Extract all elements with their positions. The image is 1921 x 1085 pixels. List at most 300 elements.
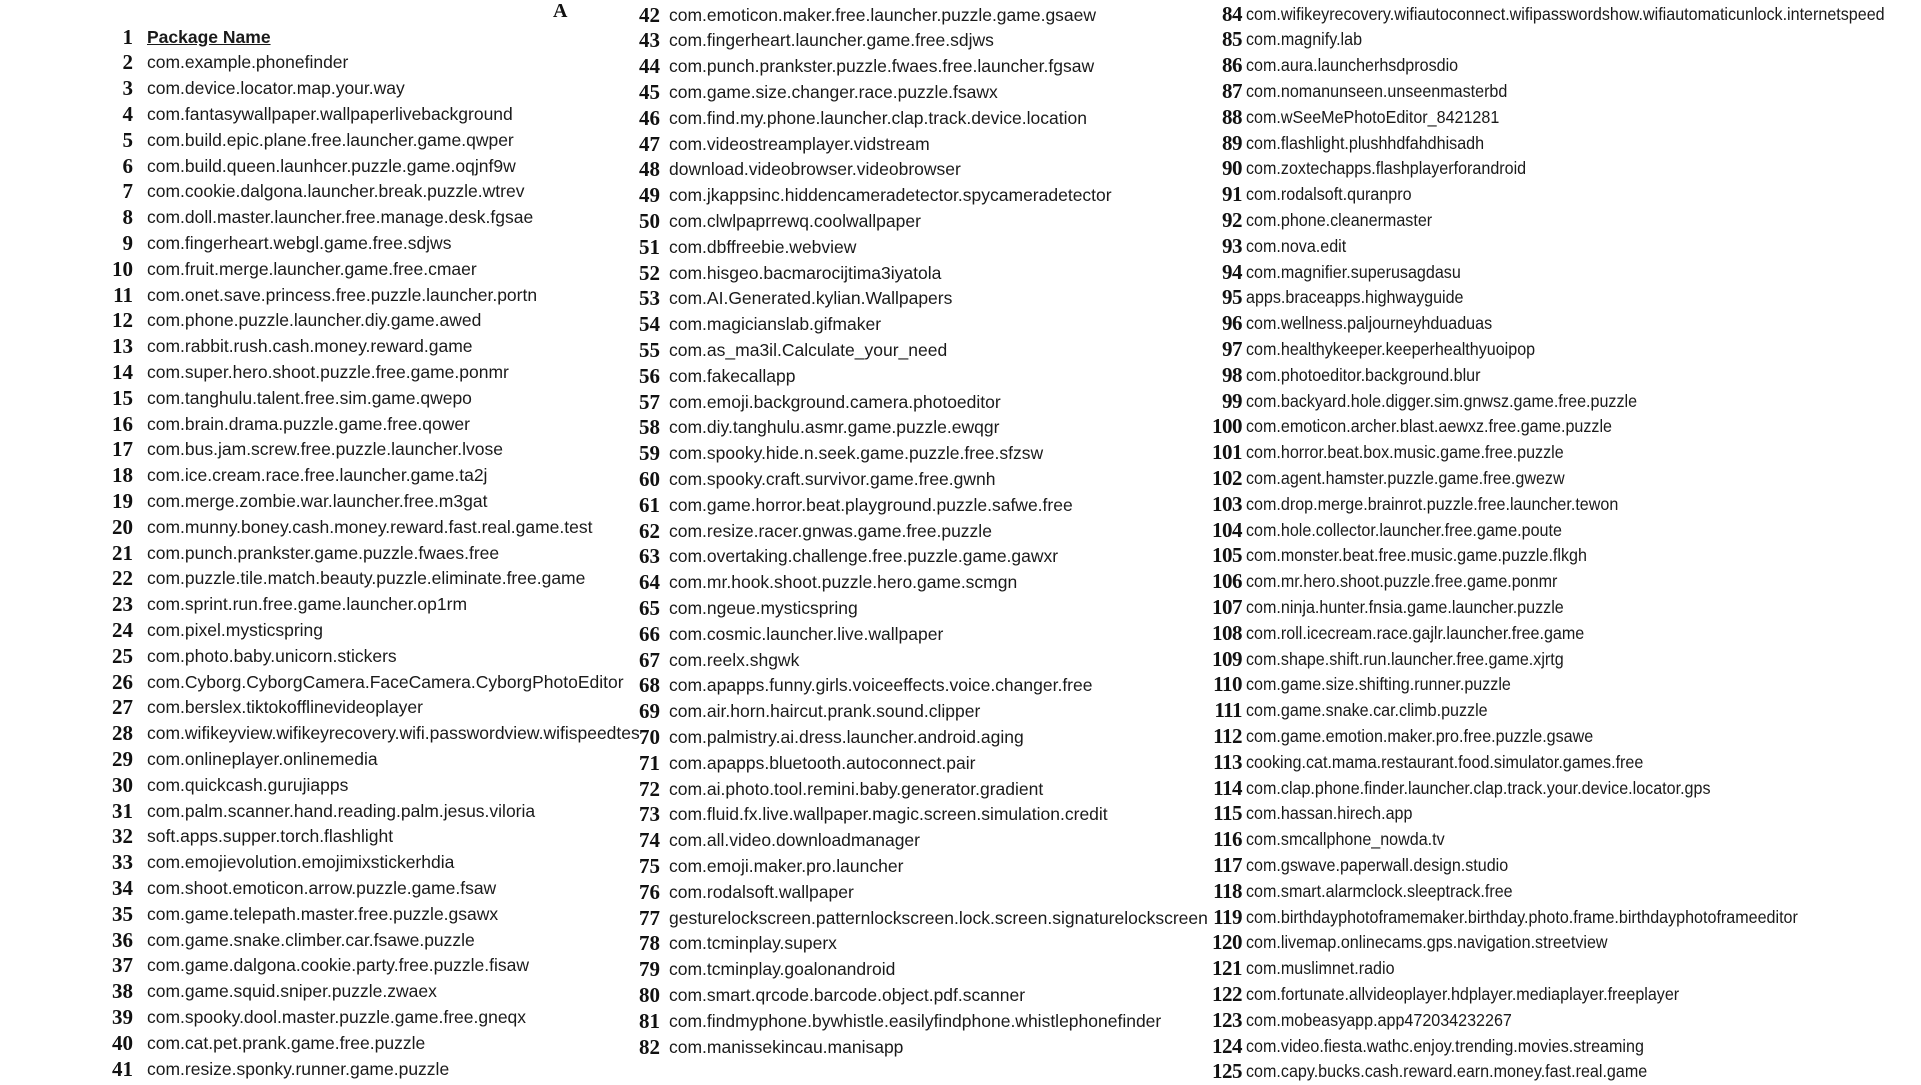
table-row[interactable] [630,312,881,338]
package-name-cell[interactable]: com.smcallphone_nowda.tv [1246,829,1445,850]
table-row[interactable] [1200,775,1751,801]
table-row[interactable] [100,695,423,721]
package-name-cell[interactable]: com.agent.hamster.puzzle.game.free.gwezw [1246,467,1565,488]
package-name-cell[interactable]: com.berslex.tiktokofflinevideoplayer [147,697,423,718]
package-name-cell[interactable]: com.fruit.merge.launcher.game.free.cmaer [147,258,477,279]
package-name-cell[interactable]: gesturelockscreen.patternlockscreen.lock.screen.signaturelockscreen [669,907,1208,928]
package-name-cell[interactable]: com.diy.tanghulu.asmr.game.puzzle.ewqgr [669,417,1000,438]
package-name-cell[interactable]: com.drop.merge.brainrot.puzzle.free.launcher.tewon [1246,493,1619,514]
table-row[interactable] [630,595,858,621]
package-name-cell[interactable]: com.build.queen.launhcer.puzzle.game.oqjnf9w [147,155,516,176]
package-name-cell[interactable]: com.fantasywallpaper.wallpaperlivebackground [147,103,513,124]
package-name-cell[interactable]: com.photo.baby.unicorn.stickers [147,645,397,666]
package-name-cell[interactable]: com.smart.alarmclock.sleeptrack.free [1246,880,1513,901]
table-row[interactable] [630,2,1096,28]
table-row[interactable] [100,875,496,901]
row-number: 119 [1213,904,1242,929]
package-name-cell[interactable]: com.Cyborg.CyborgCamera.FaceCamera.CyborgPhotoEditor [147,671,624,692]
package-name-cell[interactable]: com.reelx.shgwk [669,649,800,670]
package-name-cell[interactable]: com.game.snake.climber.car.fsawe.puzzle [147,929,475,950]
table-row[interactable] [1200,517,1589,543]
package-name-cell[interactable]: com.apapps.bluetooth.autoconnect.pair [669,752,976,773]
package-name-cell[interactable]: com.AI.Generated.kylian.Wallpapers [669,288,953,309]
table-row[interactable] [630,1008,1161,1034]
package-name-cell[interactable]: cooking.cat.mama.restaurant.food.simulator.games.free [1246,751,1644,772]
table-row[interactable] [100,437,503,463]
package-name-cell[interactable]: com.capy.bucks.cash.reward.earn.money.fast.real.game [1246,1061,1648,1082]
table-row[interactable] [630,337,947,363]
table-row[interactable] [1200,388,1671,414]
row-number: 40 [112,1030,133,1055]
package-name-cell[interactable]: com.fakecallapp [669,365,796,386]
table-row[interactable] [1200,852,1531,878]
table-row[interactable] [630,776,1043,802]
row-number: 32 [112,824,133,849]
table-row[interactable] [1200,698,1509,724]
package-name-cell[interactable]: com.onlineplayer.onlinemedia [147,748,378,769]
table-row[interactable] [1200,594,1591,620]
table-row[interactable] [1200,1007,1535,1033]
table-row[interactable] [630,647,799,673]
row-number: 125 [1212,1059,1242,1084]
package-name-cell[interactable]: com.rodalsoft.quranpro [1246,184,1412,205]
row-number: 9 [122,230,133,255]
package-name-cell[interactable]: com.findmyphone.bywhistle.easilyfindphone.whistlephonefinder [669,1010,1162,1031]
table-row[interactable] [100,798,535,824]
table-row[interactable] [100,643,397,669]
package-name-cell[interactable]: com.ninja.hunter.fnsia.game.launcher.puzzle [1246,596,1564,617]
table-row[interactable] [100,308,481,334]
package-name-cell[interactable]: com.super.hero.shoot.puzzle.free.game.ponmr [147,361,509,382]
table-row[interactable] [630,518,992,544]
table-row[interactable] [1200,465,1592,491]
package-name-cell[interactable]: com.gswave.paperwall.design.studio [1246,854,1509,875]
table-row[interactable] [630,879,854,905]
row-number: 124 [1212,1033,1242,1058]
package-name-cell[interactable]: com.video.fiesta.wathc.enjoy.trending.movies.streaming [1246,1035,1644,1056]
row-number: 19 [112,488,133,513]
package-name-cell[interactable]: com.wSeeMePhotoEditor_8421281 [1246,106,1500,127]
package-name-cell[interactable]: com.nova.edit [1246,235,1347,256]
table-row[interactable] [100,566,585,592]
row-number: 47 [639,131,660,156]
row-number: 35 [112,901,133,926]
package-name-cell[interactable]: com.mobeasyapp.app472034232267 [1246,1009,1512,1030]
row-number: 113 [1213,749,1242,774]
table-row[interactable] [630,931,837,957]
table-row[interactable] [1200,1033,1679,1059]
row-number: 10 [112,256,133,281]
table-row[interactable] [630,54,1094,80]
package-name-cell[interactable]: com.wifikeyrecovery.wifiautoconnect.wifipasswordshow.wifiautomaticunlock.internetspeed [1246,3,1885,24]
package-name-cell[interactable]: com.rabbit.rush.cash.money.reward.game [147,336,473,357]
package-name-cell[interactable]: com.doll.master.launcher.free.manage.desk.fgsae [147,207,534,228]
package-name-cell[interactable]: com.cat.pet.prank.game.free.puzzle [147,1032,426,1053]
table-row[interactable] [1200,646,1591,672]
package-name-cell[interactable]: com.cookie.dalgona.launcher.break.puzzle.wtrev [147,181,525,202]
package-name-cell[interactable]: com.clap.phone.finder.launcher.clap.track.your.device.locator.gps [1246,777,1711,798]
table-row[interactable] [1200,569,1585,595]
package-name-cell[interactable]: download.videobrowser.videobrowser [669,159,961,180]
table-row[interactable] [630,286,952,312]
table-row[interactable] [100,334,473,360]
table-row[interactable] [100,979,437,1005]
column-header-package-name[interactable]: Package Name [147,26,271,47]
table-row[interactable] [1200,620,1614,646]
row-number: 90 [1222,156,1242,181]
table-row[interactable] [100,256,477,282]
table-row[interactable] [100,592,467,618]
package-name-cell[interactable]: com.palmistry.ai.dress.launcher.android.aging [669,726,1024,747]
row-number: 108 [1212,620,1242,645]
row-number: 46 [639,105,660,130]
package-name-cell[interactable]: com.quickcash.gurujiapps [147,774,349,795]
row-number: 49 [639,183,660,208]
package-name-cell[interactable]: com.cosmic.launcher.live.wallpaper [669,623,944,644]
package-name-cell[interactable]: com.example.phonefinder [147,52,349,73]
table-row[interactable] [100,76,405,102]
row-number: 28 [112,721,133,746]
package-name-cell[interactable]: com.game.telepath.master.free.puzzle.gsawx [147,903,499,924]
table-row[interactable] [100,721,640,747]
package-name-cell[interactable]: com.merge.zombie.war.launcher.free.m3gat [147,490,488,511]
table-row[interactable] [1200,53,1477,79]
table-row[interactable] [100,1030,425,1056]
row-number: 102 [1212,465,1242,490]
table-row[interactable] [630,1034,903,1060]
package-name-cell[interactable]: com.hisgeo.bacmarocijtima3iyatola [669,262,942,283]
package-name-cell[interactable]: com.game.horror.beat.playground.puzzle.safwe.free [669,494,1073,515]
table-row[interactable] [100,850,454,876]
package-name-cell[interactable]: com.onet.save.princess.free.puzzle.launcher.portn [147,284,538,305]
package-name-cell[interactable]: com.magnify.lab [1246,29,1363,50]
table-row[interactable] [1200,27,1372,53]
package-name-cell[interactable]: com.spooky.craft.survivor.game.free.gwnh [669,468,996,489]
table-row[interactable] [630,570,1017,596]
table-row[interactable] [630,260,941,286]
table-row[interactable] [1200,440,1591,466]
package-name-cell[interactable]: com.punch.prankster.game.puzzle.fwaes.free [147,542,500,563]
table-row[interactable] [630,79,998,105]
table-row[interactable] [630,131,930,157]
package-name-cell[interactable]: com.hole.collector.launcher.free.game.poute [1246,519,1562,540]
package-name-cell[interactable]: com.horror.beat.box.music.game.free.puzzle [1246,442,1564,463]
table-row[interactable] [630,982,1025,1008]
package-name-cell[interactable]: com.build.epic.plane.free.launcher.game.qwper [147,129,514,150]
table-row[interactable] [1200,801,1427,827]
package-name-cell[interactable]: com.munny.boney.cash.money.reward.fast.real.game.test [147,516,593,537]
table-row[interactable] [1200,78,1530,104]
package-name-cell[interactable]: com.apapps.funny.girls.voiceeffects.voice.changer.free [669,675,1093,696]
table-row[interactable] [1200,311,1514,337]
table-row[interactable] [1200,981,1717,1007]
package-name-cell[interactable]: com.ice.cream.race.free.launcher.game.ta2j [147,465,488,486]
table-row[interactable] [630,466,995,492]
table-row[interactable] [630,673,1092,699]
table-row[interactable] [100,205,533,231]
table-row[interactable] [630,441,1043,467]
package-name-cell[interactable]: com.magnifier.superusagdasu [1246,261,1461,282]
package-name-cell[interactable]: com.magicianslab.gifmaker [669,314,882,335]
table-row[interactable] [1200,956,1407,982]
package-name-cell[interactable]: com.game.size.shifting.runner.puzzle [1246,674,1511,695]
row-number: 29 [112,746,133,771]
row-number: 89 [1222,130,1242,155]
table-row[interactable] [1200,259,1479,285]
row-number: 100 [1212,414,1242,439]
table-row[interactable] [100,901,498,927]
package-name-cell[interactable]: com.aura.launcherhsdprosdio [1246,55,1459,76]
package-name-cell[interactable]: com.muslimnet.radio [1246,958,1395,979]
row-number: 117 [1213,852,1242,877]
table-row[interactable] [1200,1059,1682,1085]
row-number: 81 [639,1008,660,1033]
row-number: 25 [112,643,133,668]
table-row[interactable] [1200,930,1639,956]
package-name-cell[interactable]: com.mr.hero.shoot.puzzle.free.game.ponmr [1246,571,1558,592]
table-row[interactable] [630,724,1024,750]
row-number: 26 [112,669,133,694]
package-name-cell[interactable]: com.game.dalgona.cookie.party.free.puzzle.fisaw [147,955,529,976]
row-number: 99 [1222,388,1242,413]
table-row[interactable] [1200,749,1678,775]
table-row[interactable] [630,802,1108,828]
table-row[interactable] [630,699,980,725]
package-name-cell[interactable]: com.game.size.changer.race.puzzle.fsawx [669,81,998,102]
package-name-cell[interactable]: com.tanghulu.talent.free.sim.game.qwepo [147,387,472,408]
table-row[interactable] [100,1056,449,1082]
table-row[interactable] [630,415,999,441]
row-number: 72 [639,776,660,801]
table-row[interactable] [1200,491,1651,517]
row-number: 14 [112,359,133,384]
table-row[interactable] [100,772,348,798]
row-number: 54 [639,312,660,337]
table-row[interactable] [100,359,509,385]
row-number: 38 [112,979,133,1004]
row-number: 34 [112,875,133,900]
package-name-cell[interactable]: com.emoji.maker.pro.launcher [669,855,904,876]
package-name-cell[interactable]: com.device.locator.map.your.way [147,78,405,99]
package-name-cell[interactable]: com.dbffreebie.webview [669,236,857,257]
package-name-cell[interactable]: com.flashlight.plushhdfahdhisadh [1246,132,1485,153]
table-row[interactable] [100,179,524,205]
table-row[interactable] [1200,672,1534,698]
table-row[interactable] [630,957,895,983]
row-number: 79 [639,957,660,982]
table-row[interactable] [1200,130,1505,156]
table-row[interactable] [1200,1,1921,27]
table-row[interactable] [100,514,592,540]
row-number: 68 [639,673,660,698]
package-name-cell[interactable]: com.emoticon.archer.blast.aewxz.free.game.puzzle [1246,416,1613,437]
table-row[interactable] [630,208,921,234]
package-name-cell[interactable]: com.tcminplay.goalonandroid [669,959,896,980]
table-row[interactable] [100,385,472,411]
table-row[interactable] [100,824,393,850]
package-name-cell[interactable]: com.videostreamplayer.vidstream [669,133,930,154]
package-name-cell[interactable]: com.healthykeeper.keeperhealthyuoipop [1246,338,1536,359]
package-name-cell[interactable]: com.ngeue.mysticspring [669,597,858,618]
package-name-cell[interactable]: com.air.horn.haircut.prank.sound.clipper [669,701,981,722]
table-row[interactable] [100,101,513,127]
package-name-cell[interactable]: com.phone.puzzle.launcher.diy.game.awed [147,310,482,331]
row-number: 48 [639,157,660,182]
table-row[interactable] [630,828,920,854]
table-row[interactable] [1200,362,1501,388]
table-row[interactable] [1200,878,1536,904]
package-name-cell[interactable]: com.mr.hook.shoot.puzzle.hero.game.scmgn [669,572,1018,593]
package-name-cell[interactable]: com.monster.beat.free.music.game.puzzle.flkgh [1246,545,1587,566]
package-name-cell[interactable]: com.find.my.phone.launcher.clap.track.device.location [669,107,1087,128]
table-row[interactable] [100,540,499,566]
table-row[interactable] [630,905,1208,931]
table-row[interactable] [1200,543,1617,569]
table-row[interactable] [1200,104,1521,130]
table-row[interactable] [100,230,451,256]
table-row[interactable] [100,282,537,308]
table-row[interactable] [100,153,516,179]
package-name-cell[interactable]: com.game.emotion.maker.pro.free.puzzle.gsawe [1246,725,1594,746]
table-row[interactable] [100,411,470,437]
row-number: 52 [639,260,660,285]
table-row[interactable] [1200,904,1846,930]
package-name-cell[interactable]: soft.apps.supper.torch.flashlight [147,826,394,847]
row-number: 13 [112,334,133,359]
package-name-cell[interactable]: com.wellness.paljourneyhduaduas [1246,313,1493,334]
table-row[interactable] [630,183,1112,209]
package-name-cell[interactable]: com.bus.jam.screw.free.puzzle.launcher.lvose [147,439,503,460]
package-name-cell[interactable]: com.rodalsoft.wallpaper [669,881,854,902]
table-row[interactable] [630,389,1001,415]
package-name-cell[interactable]: com.pixel.mysticspring [147,619,324,640]
table-row[interactable] [1200,207,1448,233]
table-row[interactable] [100,617,323,643]
table-row[interactable] [100,1004,526,1030]
table-row[interactable] [1200,233,1355,259]
package-name-cell[interactable]: com.jkappsinc.hiddencameradetector.spycameradetector [669,185,1112,206]
package-name-cell[interactable]: com.as_ma3il.Calculate_your_need [669,339,948,360]
row-number: 74 [639,828,660,853]
package-name-cell[interactable]: com.fingerheart.webgl.game.free.sdjws [147,232,452,253]
row-number: 114 [1213,775,1242,800]
table-row[interactable] [100,746,378,772]
row-number: 73 [639,802,660,827]
package-name-cell[interactable]: com.phone.cleanermaster [1246,209,1433,230]
table-row[interactable] [630,750,975,776]
row-number: 45 [639,79,660,104]
table-row[interactable] [630,363,795,389]
package-name-cell[interactable]: com.emoji.background.camera.photoeditor [669,391,1001,412]
package-name-cell[interactable]: com.clwlpaprrewq.coolwallpaper [669,210,921,231]
table-row[interactable] [100,953,529,979]
package-name-cell[interactable]: com.backyard.hole.digger.sim.gnwsz.game.free.puzzle [1246,390,1638,411]
table-row[interactable] [1200,414,1644,440]
table-row[interactable] [630,544,1058,570]
package-name-cell[interactable]: com.game.squid.sniper.puzzle.zwaex [147,981,437,1002]
package-name-cell[interactable]: com.fingerheart.launcher.game.free.sdjws [669,30,994,51]
package-name-cell[interactable]: com.hassan.hirech.app [1246,803,1413,824]
package-name-cell[interactable]: apps.braceapps.highwayguide [1246,287,1464,308]
package-name-cell[interactable]: com.manissekincau.manisapp [669,1036,904,1057]
package-name-cell[interactable]: com.sprint.run.free.game.launcher.op1rm [147,594,468,615]
package-name-cell[interactable]: com.shape.shift.run.launcher.free.game.xjrtg [1246,648,1564,669]
package-name-cell[interactable]: com.photoeditor.background.blur [1246,364,1481,385]
package-name-cell[interactable]: com.spooky.dool.master.puzzle.game.free.gneqx [147,1006,527,1027]
row-number: 69 [639,699,660,724]
row-number: 96 [1222,311,1242,336]
package-name-cell[interactable]: com.fluid.fx.live.wallpaper.magic.screen.simulation.credit [669,804,1108,825]
table-row[interactable] [630,853,903,879]
table-row[interactable] [100,127,514,153]
table-row[interactable] [630,28,994,54]
package-name-cell[interactable]: com.game.snake.car.climb.puzzle [1246,700,1488,721]
package-name-cell[interactable]: com.punch.prankster.puzzle.fwaes.free.launcher.fgsaw [669,56,1095,77]
table-row[interactable] [100,463,487,489]
header-row[interactable] [100,24,271,50]
table-row[interactable] [1200,156,1550,182]
package-name-cell[interactable]: com.livemap.onlinecams.gps.navigation.streetview [1246,932,1608,953]
table-row[interactable] [1200,827,1462,853]
package-name-cell[interactable]: com.brain.drama.puzzle.game.free.qower [147,413,470,434]
row-number: 101 [1212,440,1242,465]
table-row[interactable] [1200,285,1482,311]
package-name-cell[interactable]: com.emojievolution.emojimixstickerhdia [147,852,455,873]
row-number: 11 [113,282,133,307]
package-name-cell[interactable]: com.resize.racer.gnwas.game.free.puzzle [669,520,992,541]
package-name-cell[interactable]: com.palm.scanner.hand.reading.palm.jesus.viloria [147,800,536,821]
package-name-cell[interactable]: com.tcminplay.superx [669,933,837,954]
package-name-cell[interactable]: com.puzzle.tile.match.beauty.puzzle.eliminate.free.game [147,568,586,589]
table-row[interactable] [630,105,1087,131]
package-name-cell[interactable]: com.ai.photo.tool.remini.baby.generator.gradient [669,778,1044,799]
table-row[interactable] [1200,182,1426,208]
row-number: 44 [639,54,660,79]
table-row[interactable] [100,927,475,953]
package-name-cell[interactable]: com.resize.sponky.runner.game.puzzle [147,1058,450,1079]
table-row[interactable] [630,621,943,647]
table-row[interactable] [100,50,348,76]
table-row[interactable] [630,234,856,260]
row-number: 75 [639,853,660,878]
row-number: 58 [639,415,660,440]
table-row[interactable] [630,492,1073,518]
table-row[interactable] [1200,336,1560,362]
package-name-cell[interactable]: com.all.video.downloadmanager [669,830,920,851]
package-name-cell[interactable]: com.zoxtechapps.flashplayerforandroid [1246,158,1527,179]
package-name-cell[interactable]: com.roll.icecream.race.gajlr.launcher.free.game [1246,622,1585,643]
row-number: 6 [122,153,133,178]
row-number: 78 [639,931,660,956]
package-name-cell[interactable]: com.shoot.emoticon.arrow.puzzle.game.fsaw [147,877,497,898]
package-name-cell[interactable]: com.spooky.hide.n.seek.game.puzzle.free.sfzsw [669,443,1044,464]
row-number: 42 [639,2,660,27]
row-number: 53 [639,286,660,311]
package-name-cell[interactable]: com.smart.qrcode.barcode.object.pdf.scanner [669,984,1026,1005]
package-name-cell[interactable]: com.birthdayphotoframemaker.birthday.photo.frame.birthdayphotoframeeditor [1246,906,1798,927]
package-name-cell[interactable]: com.wifikeyview.wifikeyrecovery.wifi.passwordview.wifispeedtes [147,723,640,744]
package-name-cell[interactable]: com.overtaking.challenge.free.puzzle.game.gawxr [669,546,1059,567]
table-row[interactable] [100,488,487,514]
row-number: 16 [112,411,133,436]
table-row[interactable] [630,157,961,183]
package-name-cell[interactable]: com.emoticon.maker.free.launcher.puzzle.game.gsaew [669,4,1097,25]
package-name-cell[interactable]: com.nomanunseen.unseenmasterbd [1246,80,1508,101]
table-row[interactable] [100,669,624,695]
package-name-cell[interactable]: com.fortunate.allvideoplayer.hdplayer.mediaplayer.freeplayer [1246,983,1680,1004]
table-row[interactable] [1200,723,1623,749]
row-number: 50 [639,208,660,233]
